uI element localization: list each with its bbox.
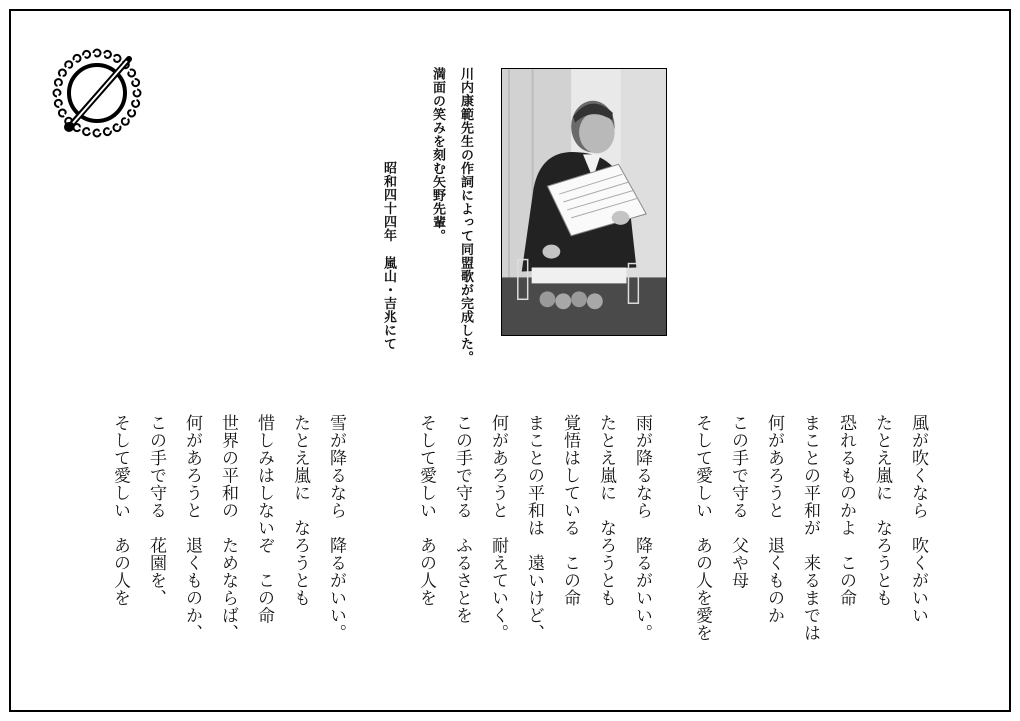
verse-line: まことの平和は 遠いけど、 xyxy=(524,414,544,642)
photo-caption-date xyxy=(382,161,395,351)
verse-line: 世界の平和の ためならば、 xyxy=(218,414,238,642)
verse-line: 何があろうと 退くものか、 xyxy=(182,414,202,642)
swirl-icon xyxy=(112,123,122,133)
swirl-icon xyxy=(103,50,112,59)
swirl-icon xyxy=(64,60,74,70)
verse-line: たとえ嵐に なろうとも xyxy=(872,414,892,607)
verse-line: 何があろうと 退くものか xyxy=(764,414,784,624)
swirl-icon xyxy=(72,54,82,64)
photo-man-reading-icon xyxy=(502,69,666,335)
verse-line: 風が吹くなら 吹くがいい xyxy=(908,414,928,624)
swirl-icon xyxy=(127,68,137,78)
photo xyxy=(501,68,667,336)
verse-line: 覚悟はしている この命 xyxy=(560,414,580,607)
swirl-icon xyxy=(82,127,91,136)
verse-2 xyxy=(417,414,650,642)
pen-emblem-icon xyxy=(47,41,147,141)
swirl-icon xyxy=(131,99,140,108)
swirl-icon xyxy=(127,108,137,118)
swirl-icon xyxy=(82,50,91,59)
verse-line: そして愛しい あの人を xyxy=(416,414,436,607)
verse-1 xyxy=(693,414,926,642)
verse-line: 惜しみはしないぞ この命 xyxy=(254,414,274,624)
swirl-icon xyxy=(58,68,68,78)
verse-line: 何があろうと 耐えていく。 xyxy=(488,414,508,642)
swirl-icon xyxy=(94,130,101,137)
swirl-icon xyxy=(134,90,141,97)
verse-line: 雪が降るなら 降るがいい。 xyxy=(326,414,346,642)
photo-caption-line2: 満面の笑みを刻む矢野先輩。 xyxy=(430,67,445,243)
verse-line: 恐れるものかよ この命 xyxy=(836,414,856,607)
verse-line: そして愛しい あの人を xyxy=(110,414,130,607)
caption-place: 嵐山・吉兆にて xyxy=(381,256,396,351)
verse-line: たとえ嵐に なろうとも xyxy=(596,414,616,607)
swirl-icon xyxy=(54,99,63,108)
page xyxy=(9,9,1011,712)
verse-line: まことの平和が 来るまでは xyxy=(800,414,820,642)
verse-line: たとえ嵐に なろうとも xyxy=(290,414,310,607)
swirl-icon xyxy=(120,116,130,126)
swirl-icon xyxy=(94,50,101,57)
verse-line: この手で守る ふるさとを xyxy=(452,414,472,624)
photo-caption-line1: 川内康範先生の作詞によって同盟歌が完成した。 xyxy=(458,67,473,364)
caption-date: 昭和四十四年 xyxy=(381,161,396,242)
verse-3 xyxy=(111,414,344,642)
swirl-icon xyxy=(112,54,122,64)
verse-line: この手で守る 花園を、 xyxy=(146,414,166,607)
swirl-icon xyxy=(54,78,63,87)
swirl-icon xyxy=(54,90,61,97)
verse-line: そして愛しい あの人を愛を xyxy=(692,414,712,642)
swirl-icon xyxy=(131,78,140,87)
pen-nib-icon xyxy=(64,122,74,132)
verse-line: この手で守る 父や母 xyxy=(728,414,748,589)
verse-line: 雨が降るなら 降るがいい。 xyxy=(632,414,652,642)
swirl-icon xyxy=(58,108,68,118)
swirl-icon xyxy=(103,127,112,136)
